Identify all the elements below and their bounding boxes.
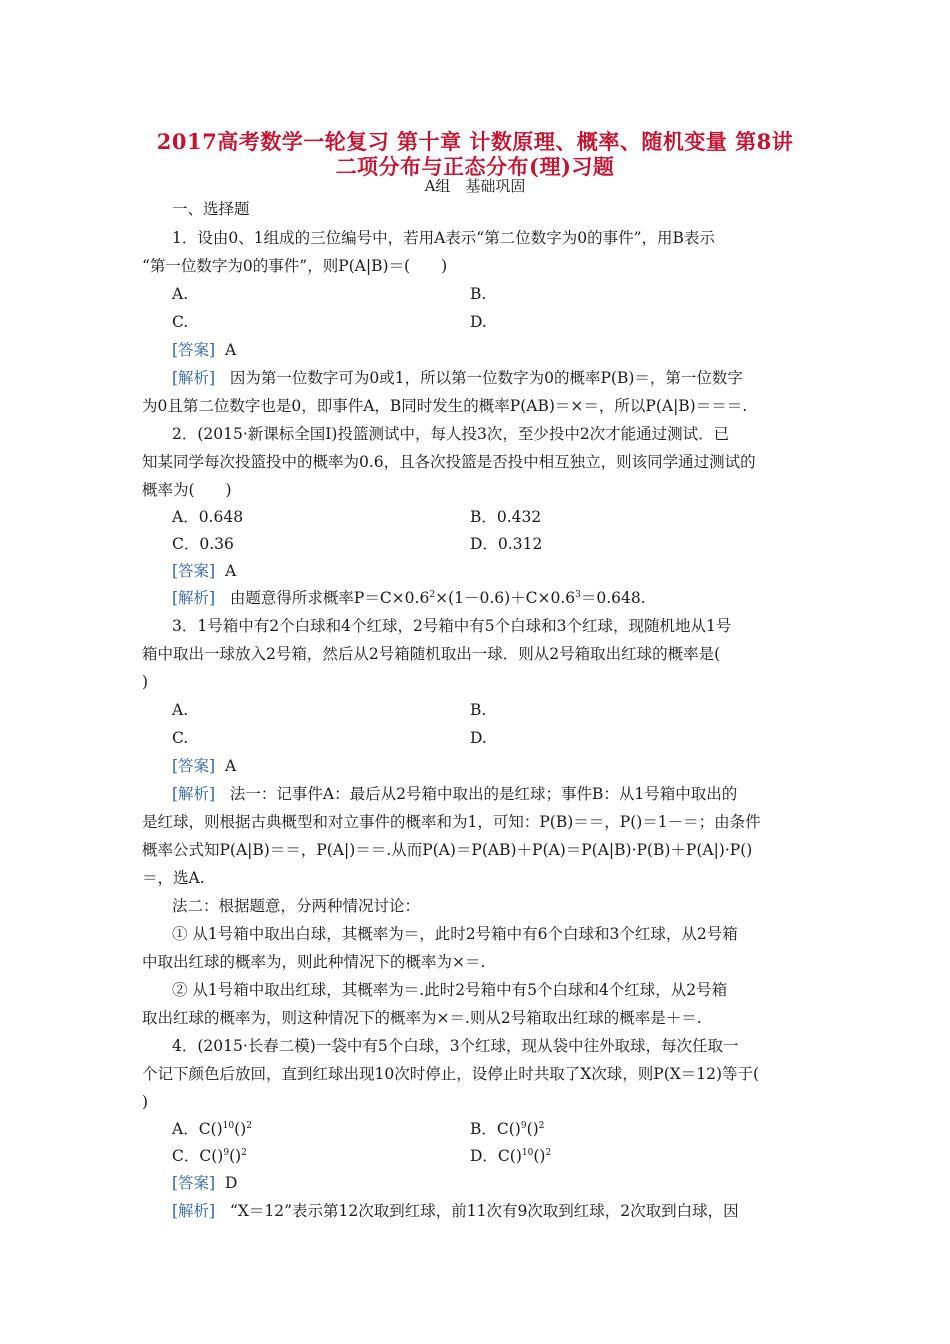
q2-analysis-exp2: 3	[575, 590, 581, 600]
q2-stem-line2: 知某同学每次投篮投中的概率为0.6，且各次投篮是否投中相互独立，则该同学通过测试的	[142, 453, 756, 471]
q4-option-a-mid: ()	[234, 1120, 247, 1138]
q4-option-b-mid: ()	[526, 1120, 539, 1138]
q3-case2-line1: ② 从1号箱中取出红球，其概率为＝.此时2号箱中有5个白球和4个红球，从2号箱	[172, 981, 728, 999]
q4-option-d-exp1: 10	[521, 1148, 534, 1158]
q2-stem-line1: 2．(2015·新课标全国Ⅰ)投篮测试中，每人投3次，至少投中2次才能通过测试．已	[172, 425, 730, 443]
analysis-tag: [解析]	[172, 589, 216, 607]
section-label: 一、选择题	[172, 200, 250, 218]
q4-analysis-line1: “X＝12”表示第12次取到红球，前11次有9次取到红球，2次取到白球，因	[229, 1202, 739, 1220]
q1-analysis-line2: 为0且第二位数字也是0，即事件A，B同时发生的概率P(AB)＝×＝，所以P(A|B)＝＝＝.	[142, 397, 748, 415]
q4-option-b-base: B．C()	[470, 1120, 521, 1138]
q4-option-d-exp2: 2	[545, 1148, 552, 1158]
q2-option-c: C．0.36	[172, 535, 234, 553]
q2-analysis-row	[172, 588, 646, 608]
analysis-tag: [解析]	[172, 1202, 216, 1220]
q4-option-b	[470, 1119, 544, 1139]
q3-analysis-line2: 是红球，则根据古典概型和对立事件的概率和为1，可知：P(B)＝＝，P()＝1－＝；由条件	[142, 813, 761, 831]
q1-analysis-line1: 因为第一位数字可为0或1，所以第一位数字为0的概率P(B)＝，第一位数字	[229, 369, 743, 387]
q2-option-b: B．0.432	[470, 508, 542, 526]
q3-option-b: B.	[470, 701, 487, 719]
q4-analysis-row	[172, 1201, 739, 1221]
q1-option-a: A.	[172, 285, 189, 303]
q4-option-a-exp1: 10	[222, 1121, 235, 1131]
analysis-tag: [解析]	[172, 785, 216, 803]
q2-option-d: D．0.312	[470, 535, 543, 553]
q4-stem-line2: 个记下颜色后放回，直到红球出现10次时停止，设停止时共取了X次球，则P(X＝12)等于(	[142, 1065, 760, 1083]
q3-answer: A	[224, 757, 237, 775]
answer-tag: [答案]	[172, 562, 216, 580]
q3-case1-line2: 中取出红球的概率为，则此种情况下的概率为×＝.	[142, 953, 486, 971]
q4-option-c-base: C．C()	[172, 1147, 224, 1165]
answer-tag: [答案]	[172, 757, 216, 775]
q1-stem-line2: “第一位数字为0的事件”，则P(A|B)＝( )	[142, 257, 448, 275]
q3-option-c: C.	[172, 729, 189, 747]
q3-case1-line1: ① 从1号箱中取出白球，其概率为＝，此时2号箱中有6个白球和3个红球，从2号箱	[172, 925, 738, 943]
q4-option-c-exp2: 2	[241, 1148, 247, 1158]
q4-option-a-base: A．C()	[172, 1120, 223, 1138]
q4-answer: D	[224, 1174, 238, 1192]
q3-analysis-line1: 法一：记事件A：最后从2号箱中取出的是红球；事件B：从1号箱中取出的	[229, 785, 738, 803]
q1-stem-line1: 1．设由0、1组成的三位编号中，若用A表示“第二位数字为0的事件”，用B表示	[172, 229, 715, 247]
q2-answer: A	[224, 562, 237, 580]
q4-option-d-base: D．C()	[470, 1147, 522, 1165]
q1-option-b: B.	[470, 285, 487, 303]
q3-option-d: D.	[470, 729, 487, 747]
q3-stem-line3: )	[142, 673, 149, 691]
q4-option-c	[172, 1146, 247, 1166]
doc-title-line2: 二项分布与正态分布(理)习题	[335, 154, 615, 179]
q4-option-a-exp2: 2	[246, 1121, 252, 1131]
q2-answer-row	[172, 561, 236, 581]
q4-option-d-mid: ()	[533, 1147, 546, 1165]
q4-option-c-exp1: 9	[223, 1148, 230, 1158]
doc-title-line1: 2017高考数学一轮复习 第十章 计数原理、概率、随机变量 第8讲	[156, 129, 794, 154]
q2-stem-line3: 概率为( )	[142, 481, 232, 499]
q4-option-c-mid: ()	[229, 1147, 242, 1165]
q4-stem-line1: 4．(2015·长春二模)一袋中有5个白球，3个红球，现从袋中往外取球，每次任取一	[172, 1037, 739, 1055]
q4-stem-line3: )	[142, 1093, 149, 1111]
q3-stem-line1: 3．1号箱中有2个白球和4个红球，2号箱中有5个白球和3个红球，现随机地从1号	[172, 617, 732, 635]
group-label: A组 基础巩固	[424, 177, 526, 195]
q4-option-a	[172, 1119, 252, 1139]
q3-analysis-line3: 概率公式知P(A|B)＝＝，P(A|)＝＝.从而P(A)＝P(AB)＋P(A)＝P(A|B)·P(B)＋P(A|)·P()	[142, 841, 753, 859]
q4-answer-row	[172, 1173, 237, 1193]
answer-tag: [答案]	[172, 341, 216, 359]
q2-analysis-exp1: 2	[429, 590, 436, 600]
q1-option-d: D.	[470, 313, 487, 331]
q3-analysis-row	[172, 784, 737, 804]
q3-analysis-line4: ＝，选A.	[142, 869, 205, 887]
q3-method2-intro: 法二：根据题意，分两种情况讨论：	[172, 897, 421, 915]
q3-option-a: A.	[172, 701, 189, 719]
q1-option-c: C.	[172, 313, 189, 331]
q4-option-b-exp2: 2	[538, 1121, 545, 1131]
q3-answer-row	[172, 756, 236, 776]
q3-case2-line2: 取出红球的概率为，则这种情况下的概率为×＝.则从2号箱取出红球的概率是＋＝.	[142, 1009, 702, 1027]
q3-stem-line2: 箱中取出一球放入2号箱，然后从2号箱随机取出一球．则从2号箱取出红球的概率是(	[142, 645, 721, 663]
q4-option-d	[470, 1146, 551, 1166]
q2-analysis-a: 由题意得所求概率P＝C×0.6	[229, 589, 430, 607]
answer-tag: [答案]	[172, 1174, 216, 1192]
analysis-tag: [解析]	[172, 369, 216, 387]
q2-analysis-b: ×(1－0.6)＋C×0.6	[435, 589, 576, 607]
q1-answer-row	[172, 340, 236, 360]
q1-analysis-row	[172, 368, 743, 388]
q2-analysis-c: ＝0.648.	[580, 589, 646, 607]
q2-option-a: A．0.648	[172, 508, 244, 526]
q4-option-b-exp1: 9	[520, 1121, 527, 1131]
q1-answer: A	[224, 341, 237, 359]
